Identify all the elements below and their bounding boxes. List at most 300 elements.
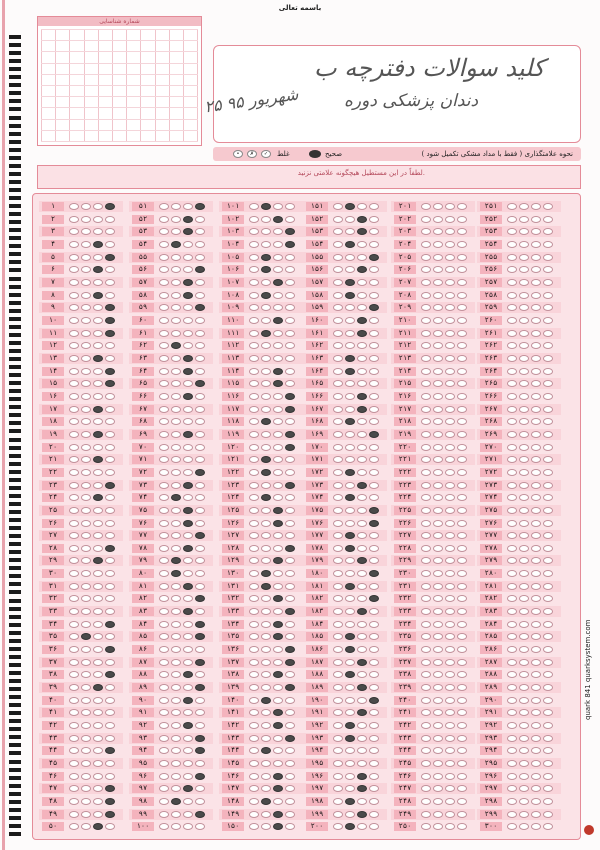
choice-bubble[interactable] — [105, 279, 115, 286]
choice-bubble[interactable] — [457, 570, 467, 577]
choice-bubble[interactable] — [159, 595, 169, 602]
choice-bubble[interactable] — [421, 760, 431, 767]
choice-bubble[interactable] — [81, 697, 91, 704]
choice-bubble[interactable] — [261, 216, 271, 223]
choice-bubble[interactable] — [171, 444, 181, 451]
choice-bubble[interactable] — [249, 330, 259, 337]
choice-bubble[interactable] — [249, 469, 259, 476]
choice-bubble[interactable] — [531, 659, 541, 666]
choice-bubble[interactable] — [333, 482, 343, 489]
choice-bubble[interactable] — [249, 646, 259, 653]
choice-bubble[interactable] — [445, 811, 455, 818]
choice-bubble[interactable] — [105, 520, 115, 527]
choice-bubble[interactable] — [519, 317, 529, 324]
choice-bubble[interactable] — [369, 646, 379, 653]
choice-bubble[interactable] — [457, 317, 467, 324]
choice-bubble[interactable] — [507, 216, 517, 223]
choice-bubble[interactable] — [543, 482, 553, 489]
choice-bubble[interactable] — [159, 317, 169, 324]
choice-bubble[interactable] — [285, 773, 295, 780]
choice-bubble[interactable] — [183, 292, 193, 299]
choice-bubble[interactable] — [369, 482, 379, 489]
choice-bubble[interactable] — [519, 418, 529, 425]
choice-bubble[interactable] — [333, 507, 343, 514]
choice-bubble[interactable] — [261, 406, 271, 413]
choice-bubble[interactable] — [433, 317, 443, 324]
choice-bubble[interactable] — [433, 330, 443, 337]
choice-bubble[interactable] — [445, 494, 455, 501]
choice-bubble[interactable] — [81, 254, 91, 261]
choice-bubble[interactable] — [273, 355, 283, 362]
choice-bubble[interactable] — [357, 266, 367, 273]
choice-bubble[interactable] — [345, 570, 355, 577]
choice-bubble[interactable] — [333, 671, 343, 678]
choice-bubble[interactable] — [333, 444, 343, 451]
choice-bubble[interactable] — [183, 583, 193, 590]
choice-bubble[interactable] — [333, 368, 343, 375]
choice-bubble[interactable] — [519, 583, 529, 590]
choice-bubble[interactable] — [105, 418, 115, 425]
choice-bubble[interactable] — [171, 697, 181, 704]
choice-bubble[interactable] — [519, 735, 529, 742]
choice-bubble[interactable] — [285, 811, 295, 818]
choice-bubble[interactable] — [345, 747, 355, 754]
choice-bubble[interactable] — [93, 216, 103, 223]
choice-bubble[interactable] — [421, 241, 431, 248]
choice-bubble[interactable] — [345, 482, 355, 489]
choice-bubble[interactable] — [285, 266, 295, 273]
choice-bubble[interactable] — [457, 595, 467, 602]
choice-bubble[interactable] — [195, 406, 205, 413]
choice-bubble[interactable] — [507, 241, 517, 248]
choice-bubble[interactable] — [93, 317, 103, 324]
choice-bubble[interactable] — [171, 482, 181, 489]
choice-bubble[interactable] — [333, 621, 343, 628]
choice-bubble[interactable] — [69, 469, 79, 476]
choice-bubble[interactable] — [433, 444, 443, 451]
choice-bubble[interactable] — [105, 368, 115, 375]
choice-bubble[interactable] — [81, 583, 91, 590]
choice-bubble[interactable] — [531, 583, 541, 590]
choice-bubble[interactable] — [507, 507, 517, 514]
choice-bubble[interactable] — [69, 482, 79, 489]
choice-bubble[interactable] — [345, 418, 355, 425]
choice-bubble[interactable] — [543, 292, 553, 299]
choice-bubble[interactable] — [543, 798, 553, 805]
choice-bubble[interactable] — [273, 317, 283, 324]
choice-bubble[interactable] — [93, 545, 103, 552]
choice-bubble[interactable] — [333, 317, 343, 324]
choice-bubble[interactable] — [507, 342, 517, 349]
choice-bubble[interactable] — [519, 330, 529, 337]
choice-bubble[interactable] — [249, 342, 259, 349]
choice-bubble[interactable] — [261, 697, 271, 704]
choice-bubble[interactable] — [421, 317, 431, 324]
choice-bubble[interactable] — [357, 203, 367, 210]
choice-bubble[interactable] — [345, 444, 355, 451]
choice-bubble[interactable] — [369, 254, 379, 261]
choice-bubble[interactable] — [81, 747, 91, 754]
choice-bubble[interactable] — [159, 266, 169, 273]
choice-bubble[interactable] — [357, 406, 367, 413]
choice-bubble[interactable] — [531, 735, 541, 742]
choice-bubble[interactable] — [369, 444, 379, 451]
choice-bubble[interactable] — [445, 216, 455, 223]
choice-bubble[interactable] — [285, 241, 295, 248]
choice-bubble[interactable] — [507, 482, 517, 489]
choice-bubble[interactable] — [369, 279, 379, 286]
choice-bubble[interactable] — [261, 254, 271, 261]
choice-bubble[interactable] — [457, 747, 467, 754]
choice-bubble[interactable] — [105, 482, 115, 489]
choice-bubble[interactable] — [433, 482, 443, 489]
choice-bubble[interactable] — [333, 811, 343, 818]
choice-bubble[interactable] — [93, 254, 103, 261]
choice-bubble[interactable] — [171, 735, 181, 742]
choice-bubble[interactable] — [445, 482, 455, 489]
choice-bubble[interactable] — [285, 494, 295, 501]
choice-bubble[interactable] — [457, 735, 467, 742]
choice-bubble[interactable] — [105, 254, 115, 261]
choice-bubble[interactable] — [159, 216, 169, 223]
choice-bubble[interactable] — [69, 798, 79, 805]
choice-bubble[interactable] — [433, 570, 443, 577]
choice-bubble[interactable] — [519, 798, 529, 805]
choice-bubble[interactable] — [285, 507, 295, 514]
choice-bubble[interactable] — [81, 368, 91, 375]
choice-bubble[interactable] — [543, 570, 553, 577]
choice-bubble[interactable] — [249, 697, 259, 704]
choice-bubble[interactable] — [285, 520, 295, 527]
choice-bubble[interactable] — [105, 494, 115, 501]
choice-bubble[interactable] — [93, 659, 103, 666]
choice-bubble[interactable] — [183, 241, 193, 248]
choice-bubble[interactable] — [457, 431, 467, 438]
choice-bubble[interactable] — [93, 444, 103, 451]
choice-bubble[interactable] — [519, 431, 529, 438]
choice-bubble[interactable] — [433, 254, 443, 261]
choice-bubble[interactable] — [273, 330, 283, 337]
choice-bubble[interactable] — [249, 507, 259, 514]
choice-bubble[interactable] — [369, 595, 379, 602]
choice-bubble[interactable] — [457, 773, 467, 780]
choice-bubble[interactable] — [445, 595, 455, 602]
choice-bubble[interactable] — [543, 393, 553, 400]
choice-bubble[interactable] — [345, 494, 355, 501]
choice-bubble[interactable] — [507, 266, 517, 273]
choice-bubble[interactable] — [333, 659, 343, 666]
choice-bubble[interactable] — [543, 595, 553, 602]
choice-bubble[interactable] — [543, 368, 553, 375]
choice-bubble[interactable] — [273, 203, 283, 210]
choice-bubble[interactable] — [369, 216, 379, 223]
choice-bubble[interactable] — [81, 735, 91, 742]
choice-bubble[interactable] — [369, 735, 379, 742]
choice-bubble[interactable] — [105, 545, 115, 552]
choice-bubble[interactable] — [69, 595, 79, 602]
choice-bubble[interactable] — [357, 823, 367, 830]
choice-bubble[interactable] — [69, 431, 79, 438]
choice-bubble[interactable] — [369, 494, 379, 501]
choice-bubble[interactable] — [285, 418, 295, 425]
choice-bubble[interactable] — [445, 292, 455, 299]
choice-bubble[interactable] — [519, 545, 529, 552]
choice-bubble[interactable] — [369, 760, 379, 767]
choice-bubble[interactable] — [183, 760, 193, 767]
choice-bubble[interactable] — [457, 330, 467, 337]
choice-bubble[interactable] — [285, 722, 295, 729]
choice-bubble[interactable] — [69, 203, 79, 210]
choice-bubble[interactable] — [445, 406, 455, 413]
choice-bubble[interactable] — [183, 317, 193, 324]
choice-bubble[interactable] — [195, 355, 205, 362]
choice-bubble[interactable] — [183, 330, 193, 337]
choice-bubble[interactable] — [261, 507, 271, 514]
choice-bubble[interactable] — [261, 368, 271, 375]
choice-bubble[interactable] — [81, 393, 91, 400]
choice-bubble[interactable] — [421, 798, 431, 805]
choice-bubble[interactable] — [543, 279, 553, 286]
choice-bubble[interactable] — [507, 773, 517, 780]
choice-bubble[interactable] — [183, 368, 193, 375]
choice-bubble[interactable] — [249, 431, 259, 438]
choice-bubble[interactable] — [531, 811, 541, 818]
choice-bubble[interactable] — [333, 342, 343, 349]
choice-bubble[interactable] — [369, 241, 379, 248]
choice-bubble[interactable] — [171, 583, 181, 590]
choice-bubble[interactable] — [531, 418, 541, 425]
choice-bubble[interactable] — [421, 545, 431, 552]
choice-bubble[interactable] — [159, 659, 169, 666]
choice-bubble[interactable] — [531, 292, 541, 299]
choice-bubble[interactable] — [543, 520, 553, 527]
choice-bubble[interactable] — [105, 469, 115, 476]
choice-bubble[interactable] — [507, 823, 517, 830]
choice-bubble[interactable] — [421, 507, 431, 514]
choice-bubble[interactable] — [273, 393, 283, 400]
choice-bubble[interactable] — [421, 570, 431, 577]
choice-bubble[interactable] — [249, 595, 259, 602]
choice-bubble[interactable] — [183, 342, 193, 349]
choice-bubble[interactable] — [519, 507, 529, 514]
choice-bubble[interactable] — [421, 342, 431, 349]
choice-bubble[interactable] — [543, 469, 553, 476]
choice-bubble[interactable] — [105, 216, 115, 223]
choice-bubble[interactable] — [249, 203, 259, 210]
choice-bubble[interactable] — [285, 545, 295, 552]
choice-bubble[interactable] — [369, 671, 379, 678]
choice-bubble[interactable] — [195, 469, 205, 476]
choice-bubble[interactable] — [273, 368, 283, 375]
choice-bubble[interactable] — [543, 406, 553, 413]
choice-bubble[interactable] — [333, 266, 343, 273]
choice-bubble[interactable] — [249, 659, 259, 666]
choice-bubble[interactable] — [345, 798, 355, 805]
choice-bubble[interactable] — [183, 482, 193, 489]
choice-bubble[interactable] — [171, 646, 181, 653]
choice-bubble[interactable] — [249, 368, 259, 375]
choice-bubble[interactable] — [183, 494, 193, 501]
choice-bubble[interactable] — [273, 646, 283, 653]
choice-bubble[interactable] — [357, 722, 367, 729]
choice-bubble[interactable] — [93, 418, 103, 425]
choice-bubble[interactable] — [507, 355, 517, 362]
choice-bubble[interactable] — [195, 431, 205, 438]
choice-bubble[interactable] — [285, 583, 295, 590]
choice-bubble[interactable] — [369, 520, 379, 527]
choice-bubble[interactable] — [273, 431, 283, 438]
choice-bubble[interactable] — [543, 747, 553, 754]
choice-bubble[interactable] — [285, 431, 295, 438]
choice-bubble[interactable] — [531, 342, 541, 349]
choice-bubble[interactable] — [345, 823, 355, 830]
choice-bubble[interactable] — [369, 507, 379, 514]
choice-bubble[interactable] — [543, 621, 553, 628]
choice-bubble[interactable] — [159, 760, 169, 767]
choice-bubble[interactable] — [93, 241, 103, 248]
choice-bubble[interactable] — [507, 747, 517, 754]
choice-bubble[interactable] — [543, 330, 553, 337]
choice-bubble[interactable] — [433, 368, 443, 375]
choice-bubble[interactable] — [543, 418, 553, 425]
choice-bubble[interactable] — [105, 646, 115, 653]
choice-bubble[interactable] — [457, 494, 467, 501]
choice-bubble[interactable] — [81, 216, 91, 223]
choice-bubble[interactable] — [171, 368, 181, 375]
choice-bubble[interactable] — [345, 722, 355, 729]
choice-bubble[interactable] — [433, 292, 443, 299]
choice-bubble[interactable] — [285, 330, 295, 337]
choice-bubble[interactable] — [357, 317, 367, 324]
choice-bubble[interactable] — [183, 444, 193, 451]
choice-bubble[interactable] — [261, 431, 271, 438]
choice-bubble[interactable] — [531, 406, 541, 413]
choice-bubble[interactable] — [433, 659, 443, 666]
choice-bubble[interactable] — [285, 292, 295, 299]
choice-bubble[interactable] — [195, 722, 205, 729]
choice-bubble[interactable] — [357, 545, 367, 552]
choice-bubble[interactable] — [543, 697, 553, 704]
choice-bubble[interactable] — [171, 722, 181, 729]
choice-bubble[interactable] — [457, 203, 467, 210]
choice-bubble[interactable] — [369, 317, 379, 324]
choice-bubble[interactable] — [273, 266, 283, 273]
choice-bubble[interactable] — [159, 444, 169, 451]
choice-bubble[interactable] — [345, 671, 355, 678]
choice-bubble[interactable] — [333, 241, 343, 248]
choice-bubble[interactable] — [445, 735, 455, 742]
choice-bubble[interactable] — [421, 811, 431, 818]
choice-bubble[interactable] — [249, 823, 259, 830]
choice-bubble[interactable] — [105, 722, 115, 729]
choice-bubble[interactable] — [261, 418, 271, 425]
choice-bubble[interactable] — [357, 494, 367, 501]
choice-bubble[interactable] — [421, 747, 431, 754]
choice-bubble[interactable] — [285, 646, 295, 653]
choice-bubble[interactable] — [285, 254, 295, 261]
choice-bubble[interactable] — [249, 671, 259, 678]
choice-bubble[interactable] — [159, 671, 169, 678]
choice-bubble[interactable] — [285, 444, 295, 451]
choice-bubble[interactable] — [195, 570, 205, 577]
choice-bubble[interactable] — [81, 671, 91, 678]
choice-bubble[interactable] — [457, 444, 467, 451]
choice-bubble[interactable] — [507, 811, 517, 818]
choice-bubble[interactable] — [357, 671, 367, 678]
choice-bubble[interactable] — [519, 482, 529, 489]
choice-bubble[interactable] — [433, 216, 443, 223]
choice-bubble[interactable] — [159, 583, 169, 590]
choice-bubble[interactable] — [333, 469, 343, 476]
choice-bubble[interactable] — [159, 482, 169, 489]
choice-bubble[interactable] — [543, 266, 553, 273]
choice-bubble[interactable] — [345, 646, 355, 653]
choice-bubble[interactable] — [333, 773, 343, 780]
choice-bubble[interactable] — [369, 406, 379, 413]
choice-bubble[interactable] — [105, 595, 115, 602]
choice-bubble[interactable] — [345, 266, 355, 273]
choice-bubble[interactable] — [433, 494, 443, 501]
choice-bubble[interactable] — [105, 507, 115, 514]
choice-bubble[interactable] — [183, 595, 193, 602]
choice-bubble[interactable] — [457, 418, 467, 425]
choice-bubble[interactable] — [519, 659, 529, 666]
choice-bubble[interactable] — [433, 747, 443, 754]
choice-bubble[interactable] — [345, 330, 355, 337]
choice-bubble[interactable] — [159, 418, 169, 425]
choice-bubble[interactable] — [195, 368, 205, 375]
choice-bubble[interactable] — [261, 671, 271, 678]
choice-bubble[interactable] — [171, 823, 181, 830]
choice-bubble[interactable] — [457, 279, 467, 286]
choice-bubble[interactable] — [369, 355, 379, 362]
choice-bubble[interactable] — [273, 241, 283, 248]
choice-bubble[interactable] — [273, 773, 283, 780]
choice-bubble[interactable] — [195, 735, 205, 742]
choice-bubble[interactable] — [519, 241, 529, 248]
choice-bubble[interactable] — [345, 368, 355, 375]
choice-bubble[interactable] — [445, 317, 455, 324]
choice-bubble[interactable] — [159, 811, 169, 818]
choice-bubble[interactable] — [519, 469, 529, 476]
choice-bubble[interactable] — [543, 444, 553, 451]
choice-bubble[interactable] — [183, 659, 193, 666]
choice-bubble[interactable] — [81, 330, 91, 337]
choice-bubble[interactable] — [543, 646, 553, 653]
choice-bubble[interactable] — [81, 659, 91, 666]
choice-bubble[interactable] — [433, 355, 443, 362]
choice-bubble[interactable] — [69, 317, 79, 324]
choice-bubble[interactable] — [171, 659, 181, 666]
choice-bubble[interactable] — [261, 393, 271, 400]
choice-bubble[interactable] — [171, 520, 181, 527]
choice-bubble[interactable] — [507, 520, 517, 527]
choice-bubble[interactable] — [433, 507, 443, 514]
choice-bubble[interactable] — [171, 342, 181, 349]
choice-bubble[interactable] — [531, 646, 541, 653]
choice-bubble[interactable] — [345, 203, 355, 210]
choice-bubble[interactable] — [285, 368, 295, 375]
choice-bubble[interactable] — [285, 279, 295, 286]
choice-bubble[interactable] — [433, 671, 443, 678]
choice-bubble[interactable] — [195, 798, 205, 805]
choice-bubble[interactable] — [445, 342, 455, 349]
choice-bubble[interactable] — [333, 722, 343, 729]
choice-bubble[interactable] — [93, 671, 103, 678]
choice-bubble[interactable] — [195, 216, 205, 223]
choice-bubble[interactable] — [261, 823, 271, 830]
choice-bubble[interactable] — [433, 798, 443, 805]
